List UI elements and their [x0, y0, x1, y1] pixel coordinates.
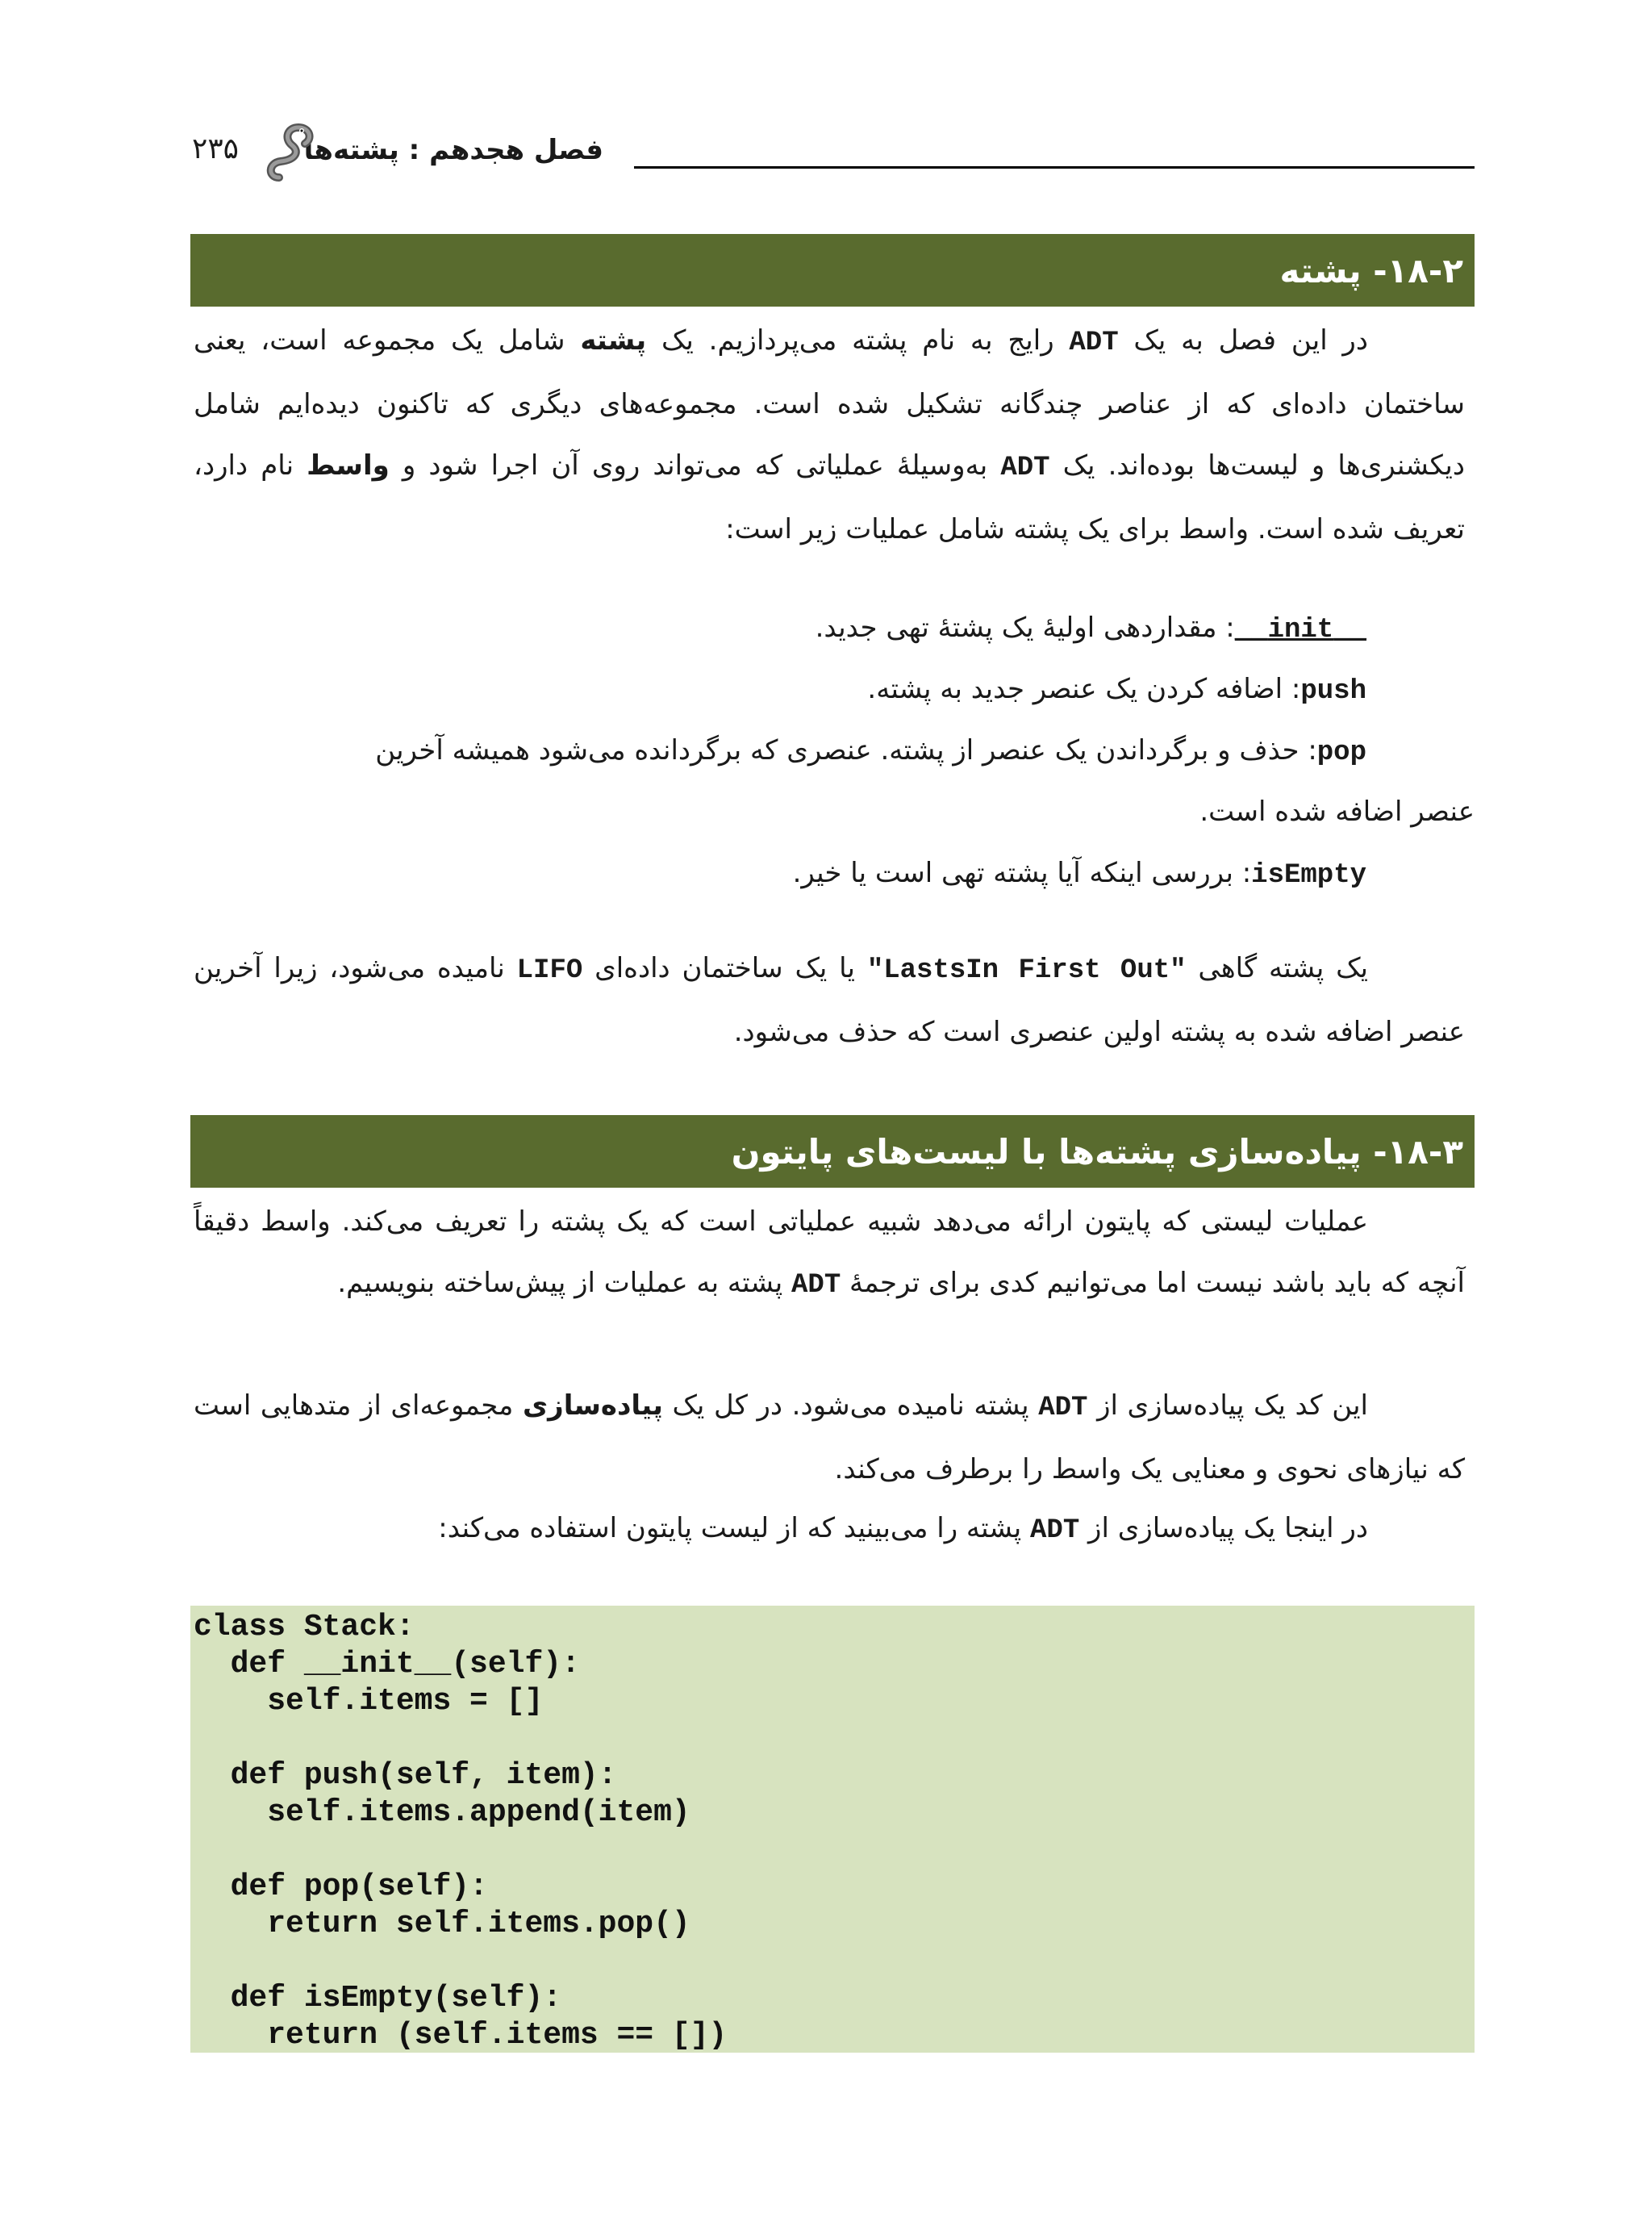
section-18-3-paragraph-3: در اینجا یک پیاده‌سازی از ADT پشته را می‌بینید که از لیست پایتون استفاده می‌کند:: [438, 1512, 1368, 1546]
code-line: self.items.append(item): [194, 1795, 690, 1830]
section-heading-18-3: ۱۸-۳- پیاده‌سازی پشته‌ها با لیست‌های پایتون: [190, 1115, 1475, 1188]
section-18-2-paragraph-2: یک پشته گاهی "LastsIn First Out" یا یک ساختمان داده‌ای LIFO نامیده می‌شود، زیرا آخرین عنصر اضافه شده به پشته اولین عنصری است که حذف می‌شود.: [194, 952, 1465, 1048]
code-line: def pop(self):: [194, 1869, 488, 1904]
code-line: class Stack:: [194, 1610, 415, 1644]
page-number: ۲۳۵: [192, 132, 240, 165]
operation-pop-continuation: عنصر اضافه شده است.: [1199, 796, 1475, 828]
code-line: return (self.items == []): [194, 2018, 728, 2053]
operation-init: __init__: مقداردهی اولیهٔ یک پشتهٔ تهی جدید.: [815, 612, 1366, 645]
header-rule: [634, 166, 1475, 169]
code-block: [190, 1606, 1475, 2053]
section-18-3-paragraph-2: این کد یک پیاده‌سازی از ADT پشته نامیده می‌شود. در کل یک پیاده‌سازی مجموعه‌ای از متدهایی است که نیازهای نحوی و معنایی یک واسط را برطرف می‌کند.: [194, 1389, 1465, 1485]
code-line: self.items = []: [194, 1684, 544, 1719]
operation-push: push: اضافه کردن یک عنصر جدید به پشته.: [867, 673, 1366, 707]
operation-isempty: isEmpty: بررسی اینکه آیا پشته تهی است یا خیر.: [792, 857, 1366, 891]
operation-pop: pop: حذف و برگرداندن یک عنصر از پشته. عنصری که برگردانده می‌شود همیشه آخرین: [375, 734, 1366, 768]
python-snake-mascot-icon: [263, 121, 319, 184]
section-18-2-paragraph-1: در این فصل به یک ADT رایج به نام پشته می‌پردازیم. یک پشته شامل یک مجموعه است، یعنی ساختمان داده‌ای که از عناصر چندگانه تشکیل شده است. مجموعه‌های دیگری که تاکنون دیده‌ایم شامل دیکشنری‌ها و لیست‌ها بوده‌اند. یک ADT به‌وسیلهٔ عملیاتی که می‌تواند روی آن اجرا شود و واسط نام دارد، تعریف شده است. واسط برای یک پشته شامل عملیات زیر است:: [194, 324, 1466, 545]
section-18-3-paragraph-1: عملیات لیستی که پایتون ارائه می‌دهد شبیه عملیاتی است که یک پشته را تعریف می‌کند. واسط دقیقاً آنچه که باید باشد نیست اما می‌توانیم کدی برای ترجمهٔ ADT پشته به عملیات از پیش‌ساخته بنویسیم.: [194, 1205, 1465, 1301]
page-header: [192, 121, 1475, 186]
section-heading-18-2: ۱۸-۲- پشته: [190, 234, 1475, 307]
code-line: def isEmpty(self):: [194, 1981, 562, 2016]
chapter-title: فصل هجدهم : پشته‌ها: [303, 134, 603, 166]
code-line: def __init__(self):: [194, 1647, 580, 1681]
code-line: return self.items.pop(): [194, 1907, 690, 1941]
code-line: def push(self, item):: [194, 1758, 617, 1793]
